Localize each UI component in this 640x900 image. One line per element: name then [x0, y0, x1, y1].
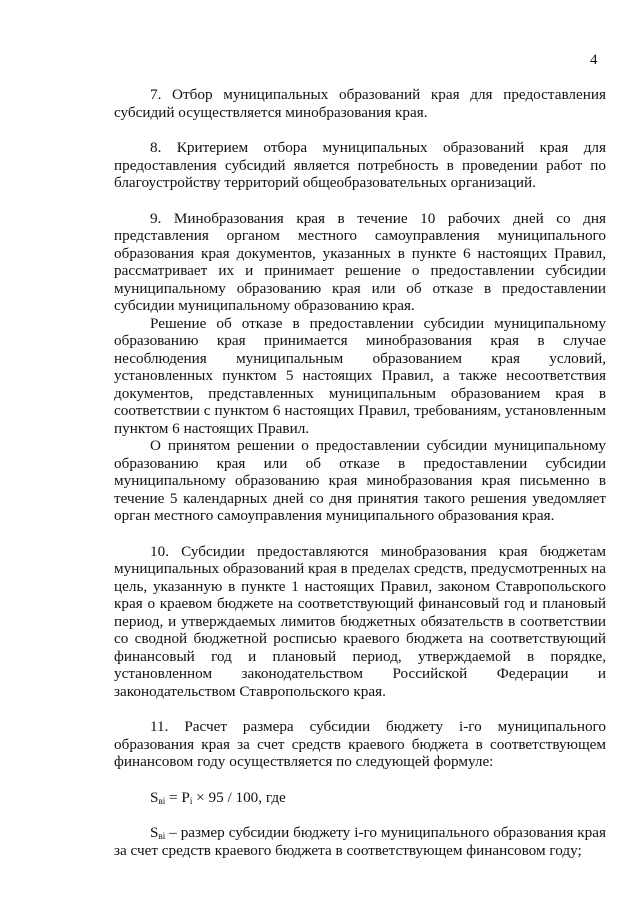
paragraph-9-notification: О принятом решении о предоставлении субсидии муниципальному образованию края или об отказе в предоставлении субсидии муниципальному образованию края минобразования края письменно в течение 5 календарных дней со дня принятия такого решения уведомляет орган местного самоуправления муниципального образования края.: [114, 437, 606, 524]
definition-symbol-subscript: ві: [158, 831, 166, 841]
formula-p-subscript: i: [189, 795, 193, 806]
formula-rest: × 95 / 100, где: [192, 788, 286, 806]
paragraph-8: 8. Критерием отбора муниципальных образований края для предоставления субсидий является потребность в проведении работ по благоустройству территорий общеобразовательных организаций.: [114, 139, 606, 191]
definition-symbol: S: [150, 824, 159, 841]
subsidy-formula: [114, 789, 606, 807]
paragraph-9-refusal: Решение об отказе в предоставлении субсидии муниципальному образованию края принимается минобразования края в случае несоблюдения муниципальным образованием края условий, установленных пунктом 5 настоящих Правил, а также несоответствия документов, представленных муниципальным образованием края в соответствии с пунктом 6 настоящих Правил, требованиям, установленным пунктом 6 настоящих Правил.: [114, 314, 606, 437]
paragraph-9: 9. Минобразования края в течение 10 рабочих дней со дня представления органом местного самоуправления муниципального образования края документов, указанных в пункте 6 настоящих Правил, рассматривает их и принимает решение о предоставлении субсидии муниципальному образованию края или об отказе в предоставлении субсидии муниципальному образованию края.: [114, 209, 606, 314]
formula-symbol: S: [150, 788, 159, 806]
page-number: 4: [590, 52, 598, 68]
definition-text: – размер субсидии бюджету i-го муниципального образования края за счет средств краевого бюджета в соответствующем финансовом году;: [114, 824, 606, 859]
formula-equals: = P: [165, 788, 190, 806]
formula-definition: [114, 824, 606, 859]
paragraph-10: 10. Субсидии предоставляются минобразования края бюджетам муниципальных образований края в пределах средств, предусмотренных на цель, указанную в пункте 1 настоящих Правил, законом Ставропольского края о краевом бюджете на соответствующий финансовый год и плановый период, и утверждаемых лимитов бюджетных обязательств в соответствии со сводной бюджетной росписью краевого бюджета на соответствующий финансовый год и плановый период, утверждаемой в порядке, установленном законодательством Российской Федерации и законодательством Ставропольского края.: [114, 542, 606, 700]
paragraph-11: 11. Расчет размера субсидии бюджету i-го муниципального образования края за счет средств краевого бюджета в соответствующем финансовом году осуществляется по следующей формуле:: [114, 718, 606, 770]
formula-symbol-subscript: ві: [158, 795, 166, 806]
paragraph-7: 7. Отбор муниципальных образований края для предоставления субсидий осуществляется минобразования края.: [114, 86, 606, 121]
document-body: [114, 86, 606, 859]
